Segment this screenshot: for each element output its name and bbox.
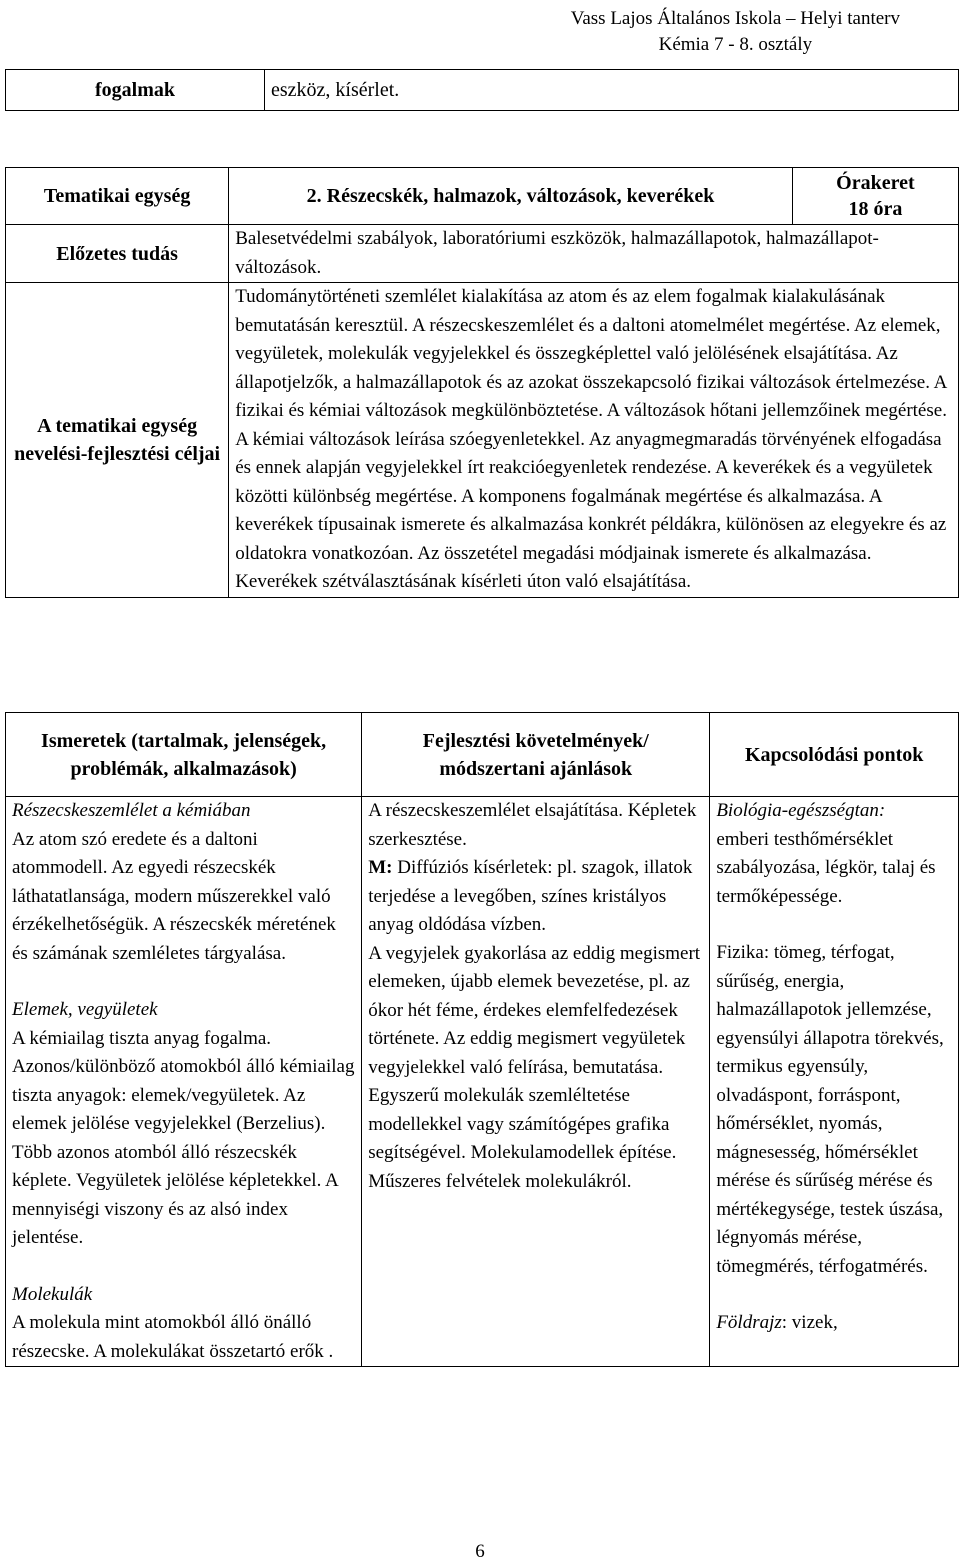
- bio-label: Biológia-egészségtan:: [716, 800, 886, 821]
- section-title-molecules: Molekulák: [12, 1283, 93, 1305]
- prev-row-value: eszköz, kísérlet.: [265, 70, 959, 111]
- unit-title: 2. Részecskék, halmazok, változások, keverékek: [229, 168, 793, 225]
- goals-label: A tematikai egység nevelési-fejlesztési céljai: [6, 283, 229, 598]
- prior-text: Balesetvédelmi szabályok, laboratóriumi eszközök, halmazállapotok, halmazállapot-változások.: [235, 228, 879, 278]
- unit-hours: [792, 168, 958, 225]
- prior-knowledge-text: [229, 225, 959, 283]
- col1-header: Ismeretek (tartalmak, jelenségek, problémák, alkalmazások): [6, 713, 362, 797]
- hours-label: Órakeret: [836, 172, 915, 194]
- physics-text: Fizika: tömeg, térfogat, sűrűség, energia, halmazállapotok jellemzése, egyensúlyi állapotra törekvés, termikus egyensúly, olvadáspont, forráspont, hőmérséklet, nyomás, mágnesesség, hőmérséklet mérése és sűrűség mérése és mértékegysége, testek úszása, légnyomás mérése, tömegmérés, térfogatmérés.: [716, 942, 944, 1277]
- goals-paragraph: Tudománytörténeti szemlélet kialakítása az atom és az elem fogalmak kialakulásának bemutatásán keresztül. A részecskeszemlélet és a daltoni atomelmélet megértése. Az elemek, vegyületek, molekulák vegyjelekkel és összegképlettel való jelölésének elsajátítása. Az állapotjelzők, a halmazállapotok és az azokat összekapcsoló fizikai változások értelmezése. A fizikai és kémiai változások megkülönböztetése. A változások hőtani jellemzőinek megértése. A kémiai változások leírása szóegyenletekkel. Az anyagmegmaradás törvényének elfogadása és ennek alapján vegyjelekkel írt reakcióegyenletek rendezése. A keverékek és a vegyületek közötti különbség megértése. A komponens fogalmának megértése és alkalmazása. A keverékek típusainak ismerete és alkalmazása konkrét példákra, különösen az elegyekre és az oldatokra vonatkozóan. Az összetétel megadási módjainak ismerete és alkalmazása. Keverékek szétválasztásának kísérleti úton való elsajátítása.: [235, 286, 947, 592]
- dev-p3: A vegyjelek gyakorlása az eddig megismert elemeken, újabb elemek bevezetése, pl. az ókor hét féme, érdekes elemfelfedezések története. Az eddig megismert vegyületek vegyjelekkel való felírása, bemutatása.: [368, 942, 701, 1078]
- col3-header: Kapcsolódási pontok: [710, 713, 959, 797]
- method-label: M:: [368, 857, 393, 878]
- geo-line: [716, 1309, 952, 1338]
- section-title-particles: Részecskeszemlélet a kémiában: [12, 800, 251, 821]
- unit-label: Tematikai egység: [6, 168, 229, 225]
- previous-table: [5, 69, 959, 111]
- col2-header: Fejlesztési követelmények/ módszertani ajánlások: [362, 713, 710, 797]
- unit-table: [5, 167, 959, 598]
- bio-text: emberi testhőmérséklet szabályozása, légkör, talaj és termőképessége.: [716, 828, 936, 907]
- geo-label: Földrajz: [716, 1312, 782, 1333]
- dev-p1: A részecskeszemlélet elsajátítása. Képletek szerkesztése.: [368, 800, 697, 850]
- col3-content: [710, 797, 959, 1367]
- content-table: [5, 712, 959, 1367]
- section-text-elements: A kémiailag tiszta anyag fogalma. Azonos/különböző atomokból álló kémiailag tiszta anyagok: elemek/vegyületek. Az elemek jelölése vegyjelekkel (Berzelius). Több azonos atomból álló részecskék képlete. Vegyületek jelölése képletekkel. A mennyiségi viszony és az alsó index jelentése.: [12, 1027, 355, 1248]
- section-title-elements: Elemek, vegyületek: [12, 999, 158, 1020]
- section-text-particles: Az atom szó eredete és a daltoni atommodell. Az egyedi részecskék láthatatlansága, modern műszerekkel való érzékelhetőségük. A részecskék méretének és számának szemléletes tárgyalása.: [12, 828, 336, 964]
- dev-p4: Egyszerű molekulák szemléltetése modellekkel vagy számítógépes grafika segítségével. Molekulamodellek építése. Műszeres felvételek molekulákról.: [368, 1085, 677, 1192]
- geo-text: : vizek,: [781, 1312, 838, 1333]
- page-header: [571, 6, 900, 58]
- header-school: Vass Lajos Általános Iskola – Helyi tanterv: [570, 8, 900, 29]
- prev-row-label: fogalmak: [6, 70, 265, 111]
- prior-knowledge-label: Előzetes tudás: [6, 225, 229, 283]
- section-text-molecules: A molekula mint atomokból álló önálló részecske. A molekulákat összetartó erők .: [12, 1312, 334, 1362]
- page-number: 6: [475, 1541, 485, 1562]
- dev-p2: [368, 854, 703, 940]
- dev-p2-text: Diffúziós kísérletek: pl. szagok, illatok terjedése a levegőben, színes kristályos anyag oldódása vízben.: [368, 857, 693, 935]
- col2-content: [362, 797, 710, 1367]
- col1-content: [6, 797, 362, 1367]
- goals-text: [229, 283, 959, 598]
- hours-value: 18 óra: [848, 198, 903, 220]
- header-subject: Kémia 7 - 8. osztály: [658, 34, 813, 55]
